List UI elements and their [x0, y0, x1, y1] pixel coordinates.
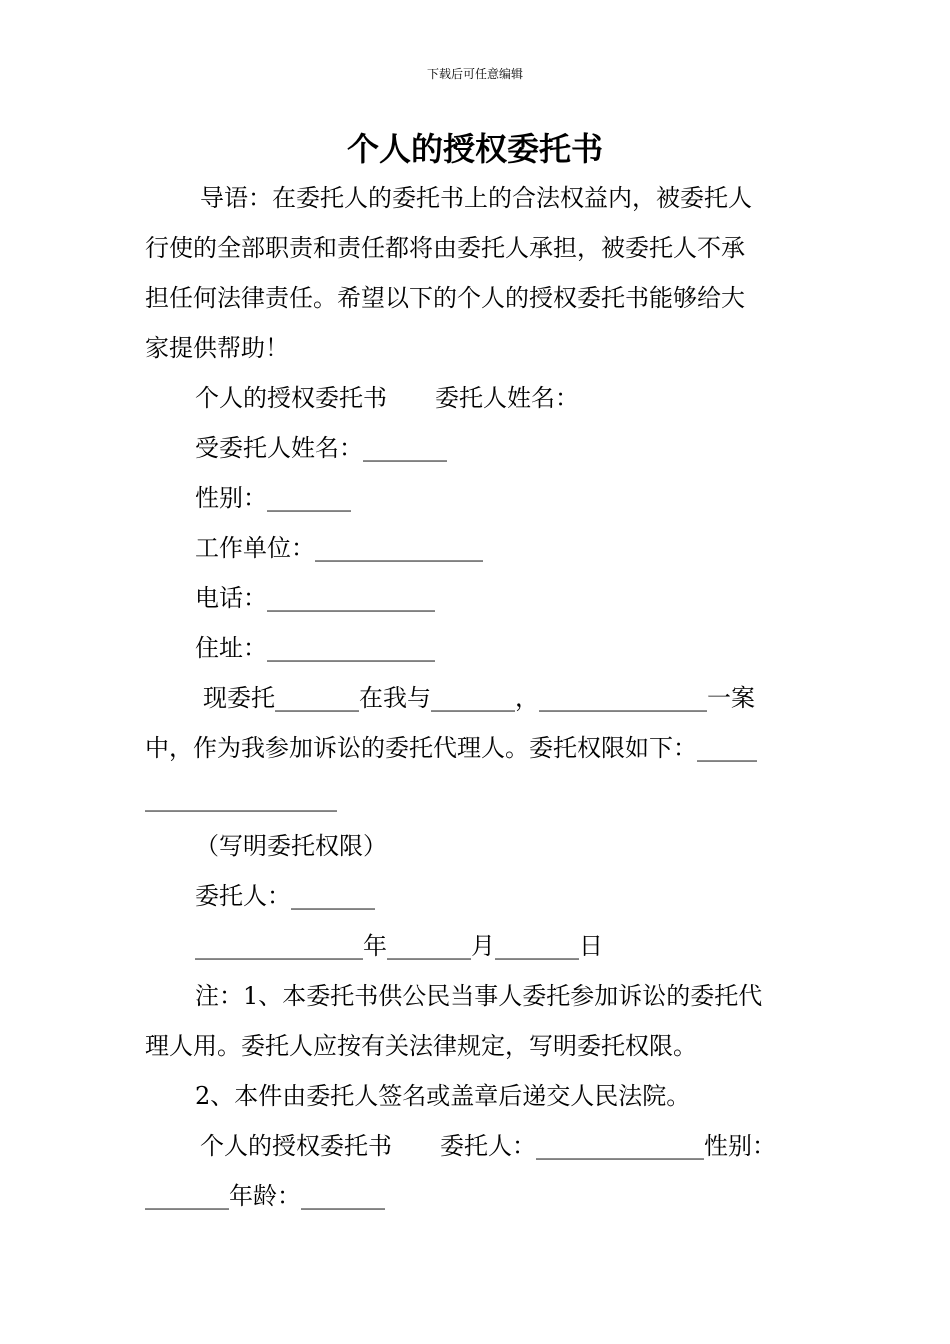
- header-note: 下载后可任意编辑: [426, 67, 523, 81]
- intro-line-3: 担任何法律责任。希望以下的个人的授权委托书能够给大: [145, 284, 745, 312]
- address-field: 住址：______________: [195, 634, 435, 662]
- second-form-line-2: _______年龄：_______: [145, 1182, 385, 1210]
- entrust-line-2: 中，作为我参加诉讼的委托代理人。委托权限如下：_____: [145, 734, 757, 762]
- note-line-3: 2、本件由委托人签名或盖章后递交人民法院。: [195, 1082, 691, 1110]
- note-line-2: 理人用。委托人应按有关法律规定，写明委托权限。: [145, 1032, 697, 1060]
- date-field: ______________年_______月_______日: [195, 932, 603, 960]
- principal-signature-field: 委托人：_______: [195, 882, 375, 910]
- phone-field: 电话：______________: [195, 584, 435, 612]
- second-form-line-1: 个人的授权委托书 委托人：______________性别：: [200, 1132, 776, 1160]
- authority-note: （写明委托权限）: [195, 832, 387, 860]
- section-heading-line: 个人的授权委托书 委托人姓名：: [195, 384, 579, 412]
- document-title: 个人的授权委托书: [346, 130, 603, 168]
- intro-line-1: 导语：在委托人的委托书上的合法权益内，被委托人: [200, 184, 752, 212]
- intro-line-4: 家提供帮助！: [145, 334, 289, 362]
- employer-field: 工作单位：______________: [195, 534, 483, 562]
- note-line-1: 注：1、本委托书供公民当事人委托参加诉讼的委托代: [195, 982, 763, 1010]
- entrust-line-3: ________________: [145, 784, 337, 812]
- gender-field: 性别：_______: [195, 484, 351, 512]
- entrust-line-1: 现委托_______在我与_______，______________一案: [203, 684, 755, 712]
- intro-line-2: 行使的全部职责和责任都将由委托人承担，被委托人不承: [145, 234, 745, 262]
- agent-name-field: 受委托人姓名：_______: [195, 434, 447, 462]
